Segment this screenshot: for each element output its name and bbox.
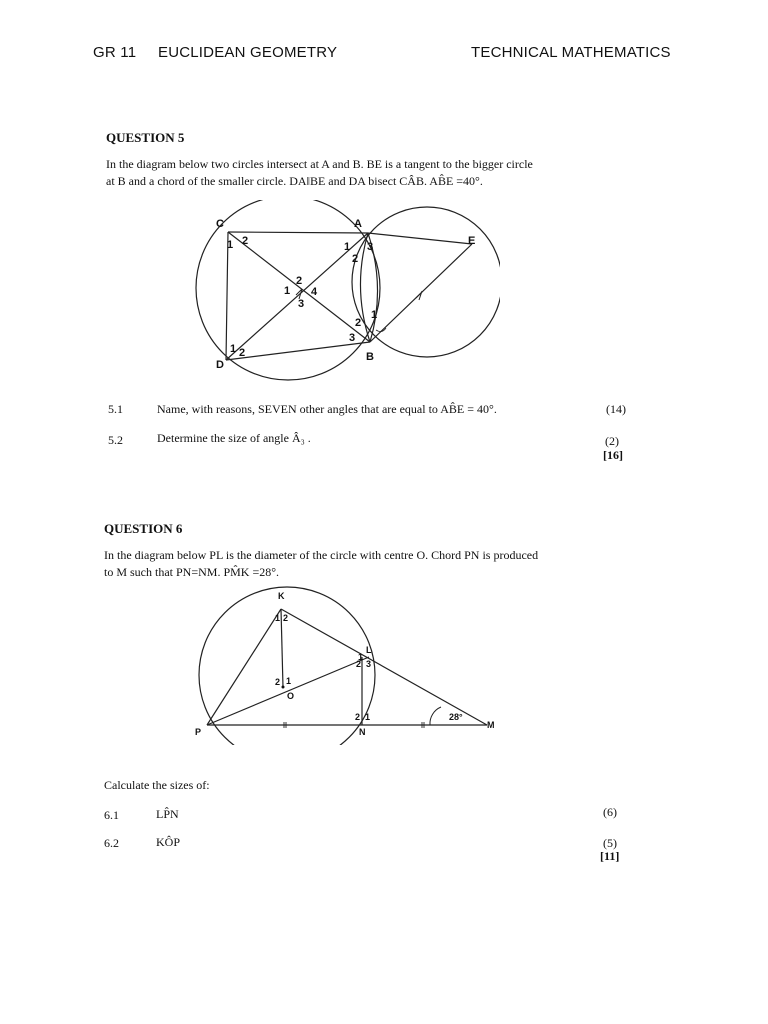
angle-label: 2 bbox=[239, 347, 246, 359]
angle-label: 3 bbox=[367, 241, 374, 253]
item-marks-6-1: (6) bbox=[603, 805, 617, 819]
item-text-5-2: Determine the size of angle Â₃ . bbox=[157, 431, 311, 445]
angle-label: 2 bbox=[296, 275, 303, 287]
question-6-total: [11] bbox=[600, 849, 620, 863]
angle-label: 2 bbox=[242, 235, 249, 247]
question-5-title: QUESTION 5 bbox=[106, 130, 185, 145]
angle-label: 1 bbox=[371, 309, 378, 321]
item-number-5-1: 5.1 bbox=[108, 402, 123, 416]
point-k: K bbox=[278, 591, 285, 601]
angle-label: 1 bbox=[275, 613, 281, 623]
item-text-6-2: KÔP bbox=[156, 835, 181, 849]
angle-label: 1 bbox=[286, 676, 292, 686]
header-topic: EUCLIDEAN GEOMETRY bbox=[158, 44, 338, 61]
question-5-total: [16] bbox=[603, 448, 623, 462]
item-marks-5-1: (14) bbox=[606, 402, 626, 416]
question-5-line-2: at B and a chord of the smaller circle. DA‖BE and DA bisect CÂB. AB̂E =40°. bbox=[106, 174, 483, 188]
angle-label: 1 bbox=[227, 239, 234, 251]
angle-label: 1 bbox=[230, 343, 237, 355]
angle-label: 1 bbox=[284, 285, 291, 297]
question-6-line-2: to M such that PN=NM. PM̂K =28°. bbox=[104, 565, 280, 579]
angle-label: 2 bbox=[355, 712, 361, 722]
point-m: M bbox=[487, 720, 495, 730]
item-marks-6-2: (5) bbox=[603, 836, 617, 850]
header-subject: TECHNICAL MATHEMATICS bbox=[471, 44, 671, 61]
item-marks-5-2: (2) bbox=[605, 434, 619, 448]
point-b: B bbox=[366, 351, 374, 363]
angle-label: 1 bbox=[365, 712, 371, 722]
point-d: D bbox=[216, 359, 224, 371]
item-number-5-2: 5.2 bbox=[108, 433, 123, 447]
question-6-diagram bbox=[185, 585, 505, 745]
angle-label: 3 bbox=[298, 298, 305, 310]
angle-label: 2 bbox=[275, 677, 281, 687]
item-number-6-1: 6.1 bbox=[104, 808, 119, 822]
angle-label: 2 bbox=[355, 317, 362, 329]
item-number-6-2: 6.2 bbox=[104, 836, 119, 850]
point-p: P bbox=[195, 727, 202, 737]
question-6-prompt: Calculate the sizes of: bbox=[104, 778, 210, 792]
point-c: C bbox=[216, 218, 224, 230]
angle-label: 2 bbox=[356, 659, 362, 669]
question-5-diagram bbox=[180, 200, 500, 390]
small-circle bbox=[352, 207, 500, 357]
angle-label: 3 bbox=[349, 332, 356, 344]
angle-label: 3 bbox=[366, 659, 372, 669]
angle-label: 1 bbox=[344, 241, 351, 253]
item-text-6-1: LP̂N bbox=[156, 807, 179, 821]
question-6-title: QUESTION 6 bbox=[104, 521, 183, 536]
point-l: L bbox=[366, 645, 372, 655]
angle-label: 1 bbox=[358, 652, 364, 662]
angle-label: 4 bbox=[311, 286, 318, 298]
point-n: N bbox=[359, 727, 366, 737]
point-a: A bbox=[354, 218, 362, 230]
point-o: O bbox=[287, 691, 295, 701]
angle-label: 2 bbox=[352, 253, 359, 265]
point-e: E bbox=[468, 235, 476, 247]
question-5-line-1: In the diagram below two circles intersect at A and B. BE is a tangent to the bigger circle bbox=[106, 157, 533, 171]
angle-label: 2 bbox=[283, 613, 289, 623]
item-text-5-1: Name, with reasons, SEVEN other angles that are equal to AB̂E = 40°. bbox=[157, 402, 497, 416]
question-6-line-1: In the diagram below PL is the diameter of the circle with centre O. Chord PN is produced bbox=[104, 548, 539, 562]
header-grade: GR 11 bbox=[93, 44, 137, 61]
angle-value-28: 28° bbox=[449, 712, 463, 722]
